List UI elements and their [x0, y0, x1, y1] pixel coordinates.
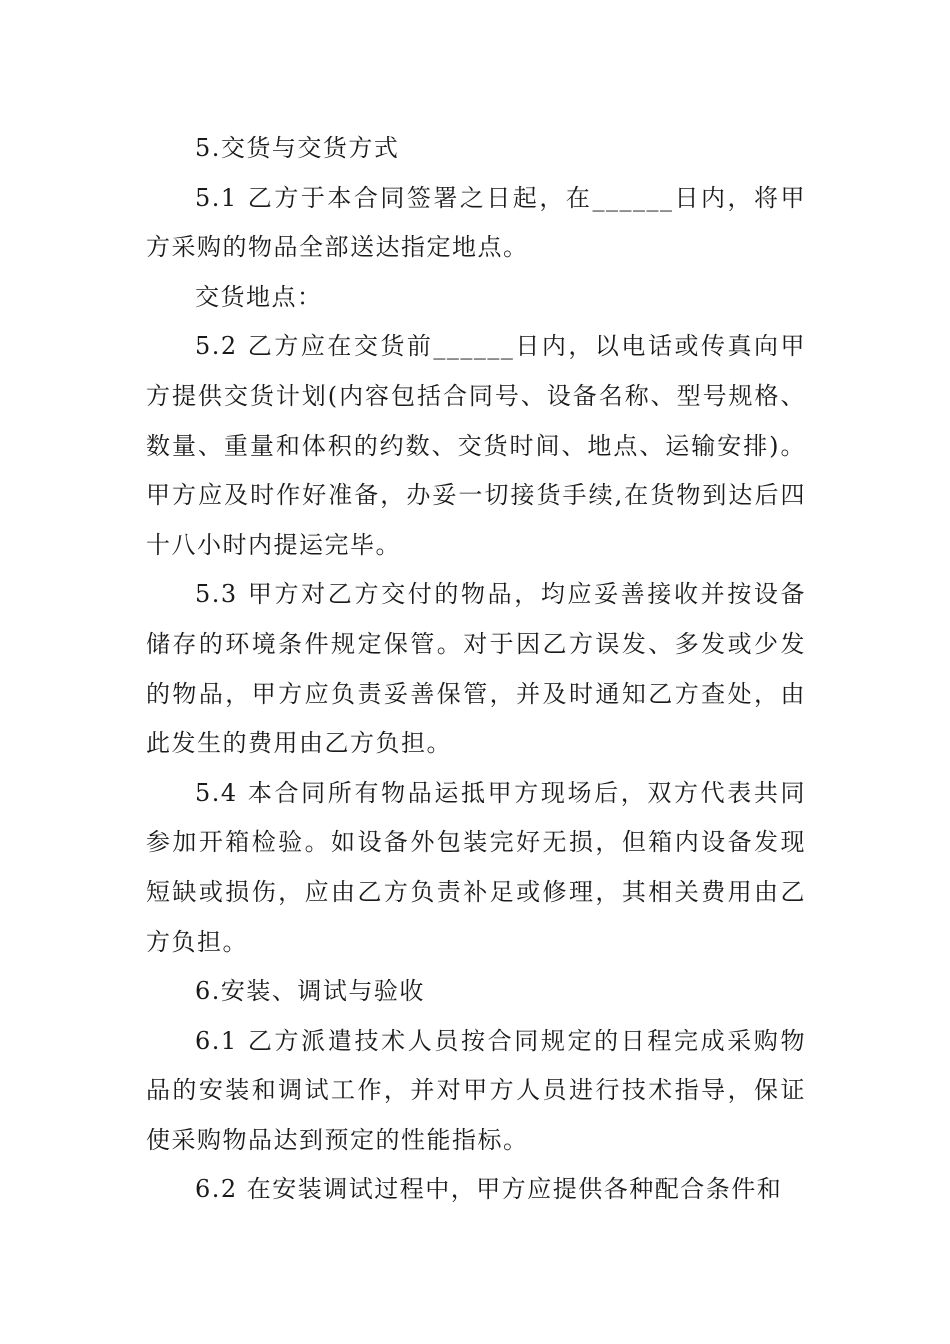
- section-heading-5: 5.交货与交货方式: [195, 134, 400, 162]
- clause-6-2: 6.2 在安装调试过程中，甲方应提供各种配合条件和: [195, 1175, 783, 1204]
- clause-5-3: 5.3 甲方对乙方交付的物品，均应妥善接收并按设备储存的环境条件规定保管。对于因乙方误发、多发或少发的物品，甲方应负责妥善保管，并及时通知乙方查处，由此发生的费用由乙方负担。: [146, 580, 806, 758]
- delivery-location-label: 交货地点：: [195, 282, 323, 311]
- clause-6-1: 6.1 乙方派遣技术人员按合同规定的日程完成采购物品的安装和调试工作，并对甲方人员进行技术指导，保证使采购物品达到预定的性能指标。: [146, 1026, 806, 1154]
- clause-5-1: 5.1 乙方于本合同签署之日起，在______日内，将甲方采购的物品全部送达指定地点。: [146, 183, 806, 262]
- section-heading-6: 6.安装、调试与验收: [195, 977, 425, 1006]
- clause-5-4: 5.4 本合同所有物品运抵甲方现场后，双方代表共同参加开箱检验。如设备外包装完好无损，但箱内设备发现短缺或损伤，应由乙方负责补足或修理，其相关费用由乙方负担。: [146, 778, 806, 956]
- document-page: [146, 124, 806, 1215]
- clause-5-2: 5.2 乙方应在交货前______日内，以电话或传真向甲方提供交货计划(内容包括合同号、设备名称、型号规格、数量、重量和体积的约数、交货时间、地点、运输安排)。甲方应及时作好准备，办妥一切接货手续,在货物到达后四十八小时内提运完毕。: [146, 332, 806, 559]
